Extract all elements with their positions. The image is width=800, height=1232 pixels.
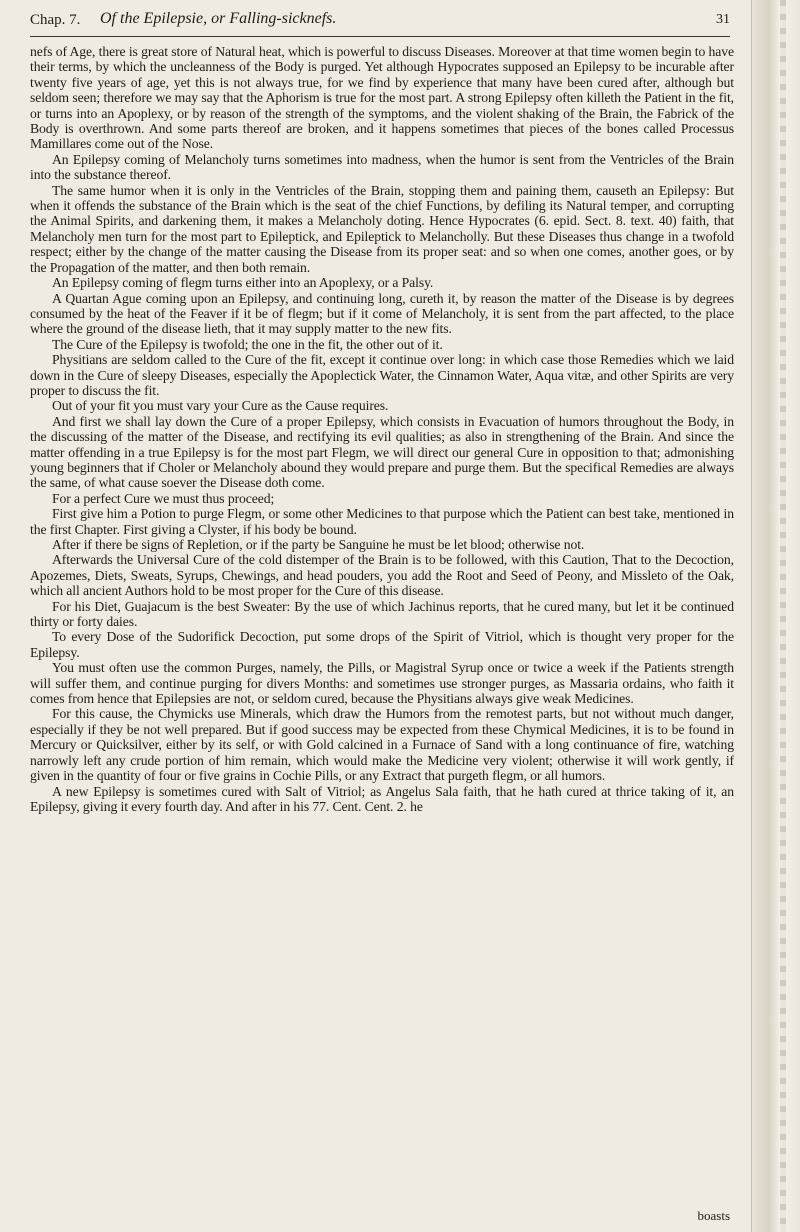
- binding-edge: [780, 0, 786, 1232]
- paragraph: Physitians are seldom called to the Cure of the fit, except it continue over long: in which case those Remedies which we laid down in the Cure of sleepy Diseases, especially the Apoplectick Water, the Cinnamon Water, Aqua vitæ, and other Spirits are very proper to discuss the fit.: [30, 352, 734, 398]
- paragraph: You must often use the common Purges, namely, the Pills, or Magistral Syrup once or twice a week if the Patients strength will suffer them, and continue purging for divers Months: and sometimes use stronger purges, as Massaria ordains, who faith it comes from hence that Epilepsies are not, or seldom cured, because the Physitians always give weak Medicines.: [30, 660, 734, 707]
- page-header: [30, 8, 730, 37]
- paragraph: First give him a Potion to purge Flegm, or some other Medicines to that purpose which the Patient can best take, mentioned in the first Chapter. First giving a Clyster, if his body be bound.: [30, 506, 734, 537]
- paragraph: For a perfect Cure we must thus proceed;: [52, 490, 275, 506]
- paragraph: An Epilepsy coming of flegm turns either into an Apoplexy, or a Palsy.: [52, 275, 434, 291]
- paragraph: After if there be signs of Repletion, or if the party be Sanguine he must be let blood; otherwise not.: [52, 537, 585, 552]
- paragraph: For this cause, the Chymicks use Minerals, which draw the Humors from the remotest parts, but not without much danger, especially if they be not well prepared. But if good success may be expected from these Chymical Medicines, it is to be found in Mercury or Quicksilver, either by its self, or with Gold calcined in a Furnace of Sand with a long continuance of fire, watching narrowly left any crude portion of him remain, which would make the Medicine very violent; otherwise it will work gently, if given in the quantity of four or five grains in Cochie Pills, or any Extract that purgeth flegm, or all humors.: [30, 706, 734, 784]
- body-text: [30, 44, 734, 1224]
- book-gutter: [751, 0, 800, 1232]
- paragraph: Afterwards the Universal Cure of the cold distemper of the Brain is to be followed, with this Caution, That to the Decoction, Apozemes, Diets, Sweats, Syrups, Chewings, and head pouders, you add the Root and Seed of Peony, and Missleto of the Oak, which all ancient Authors hold to be most proper for the Cure of this disease.: [30, 552, 734, 599]
- page-number: 31: [716, 12, 730, 27]
- paragraph: A new Epilepsy is sometimes cured with Salt of Vitriol; as Angelus Sala faith, that he hath cured at thrice taking of it, an Epilepsy, giving it every fourth day. And after in his 77. Cent. Cent. 2. he: [30, 783, 734, 814]
- paragraph: Out of your fit you must vary your Cure as the Cause requires.: [52, 398, 389, 414]
- paragraph: An Epilepsy coming of Melancholy turns sometimes into madness, when the humor is sent from the Ventricles of the Brain into the substance thereof.: [30, 151, 734, 183]
- paragraph: nefs of Age, there is great store of Natural heat, which is powerful to discuss Diseases. Moreover at that time women begin to have their terms, by which the uncleanness of the Body is purged. Yet although Hypocrates supposed an Epilepsy to be incurable after twenty five years of age, yet this is not always true, for we find by experience that many have been cured after, although but seldom seen; therefore we may say that the Aphorism is true for the most part. A strong Epilepsy often killeth the Patient in the fit, or turns into an Apoplexy, or by reason of the strength of the symptoms, and the violent shaking of the Brain, the Fabrick of the Body is overthrown. And some parts thereof are broken, and it happens sometimes that pieces of the bones called Processus Mamillares come out of the Nose.: [30, 44, 734, 152]
- paragraph: For his Diet, Guajacum is the best Sweater: By the use of which Jachinus reports, that he cured many, but let it be continued thirty or forty daies.: [30, 598, 734, 630]
- catchword: boasts: [697, 1208, 730, 1223]
- paragraph: The same humor when it is only in the Ventricles of the Brain, stopping them and paining them, causeth an Epilepsy: But when it offends the substance of the Brain which is the seat of the chief Functions, by defiling its Natural temper, and corrupting the Animal Spirits, and darkening them, it makes a Melancholy doting. Hence Hypocrates (6. epid. Sect. 8. text. 40) faith, that Melancholy men turn for the most part to Epileptick, and Epileptick to Melancholly. But these Diseases thus change in a twofold respect; either by the change of the matter causing the Disease from its proper seat: and so when one comes, another goes, or by the Propagation of the matter, and then both remain.: [30, 182, 734, 275]
- paragraph: To every Dose of the Sudorifick Decoction, put some drops of the Spirit of Vitriol, which is thought very proper for the Epilepsy.: [30, 629, 734, 660]
- running-title: Of the Epilepsie, or Falling-sicknefs.: [100, 10, 337, 27]
- paragraph: The Cure of the Epilepsy is twofold; the one in the fit, the other out of it.: [52, 336, 443, 352]
- chapter-label: Chap. 7.: [30, 12, 81, 28]
- paragraph: And first we shall lay down the Cure of a proper Epilepsy, which consists in Evacuation of humors throughout the Body, in the discussing of the matter of the Disease, and rectifying its evil qualities; as also in strengthening of the Brain. And since the matter offending in a true Epilepsy is for the most part Flegm, we will direct our general Cure in opposition to that; admonishing young beginners that if Choler or Melancholy abound they would prepare and purge them. But the specifical Remedies are always the same, of what cause soever the Disease doth come.: [30, 413, 734, 491]
- paragraph: A Quartan Ague coming upon an Epilepsy, and continuing long, cureth it, by reason the matter of the Disease is by degrees consumed by the heat of the Feaver if it be of flegm; but if it come of Melancholy, it is sent from the part affected, to the place where the ground of the disease lieth, that it may supply matter to the new fits.: [30, 290, 734, 337]
